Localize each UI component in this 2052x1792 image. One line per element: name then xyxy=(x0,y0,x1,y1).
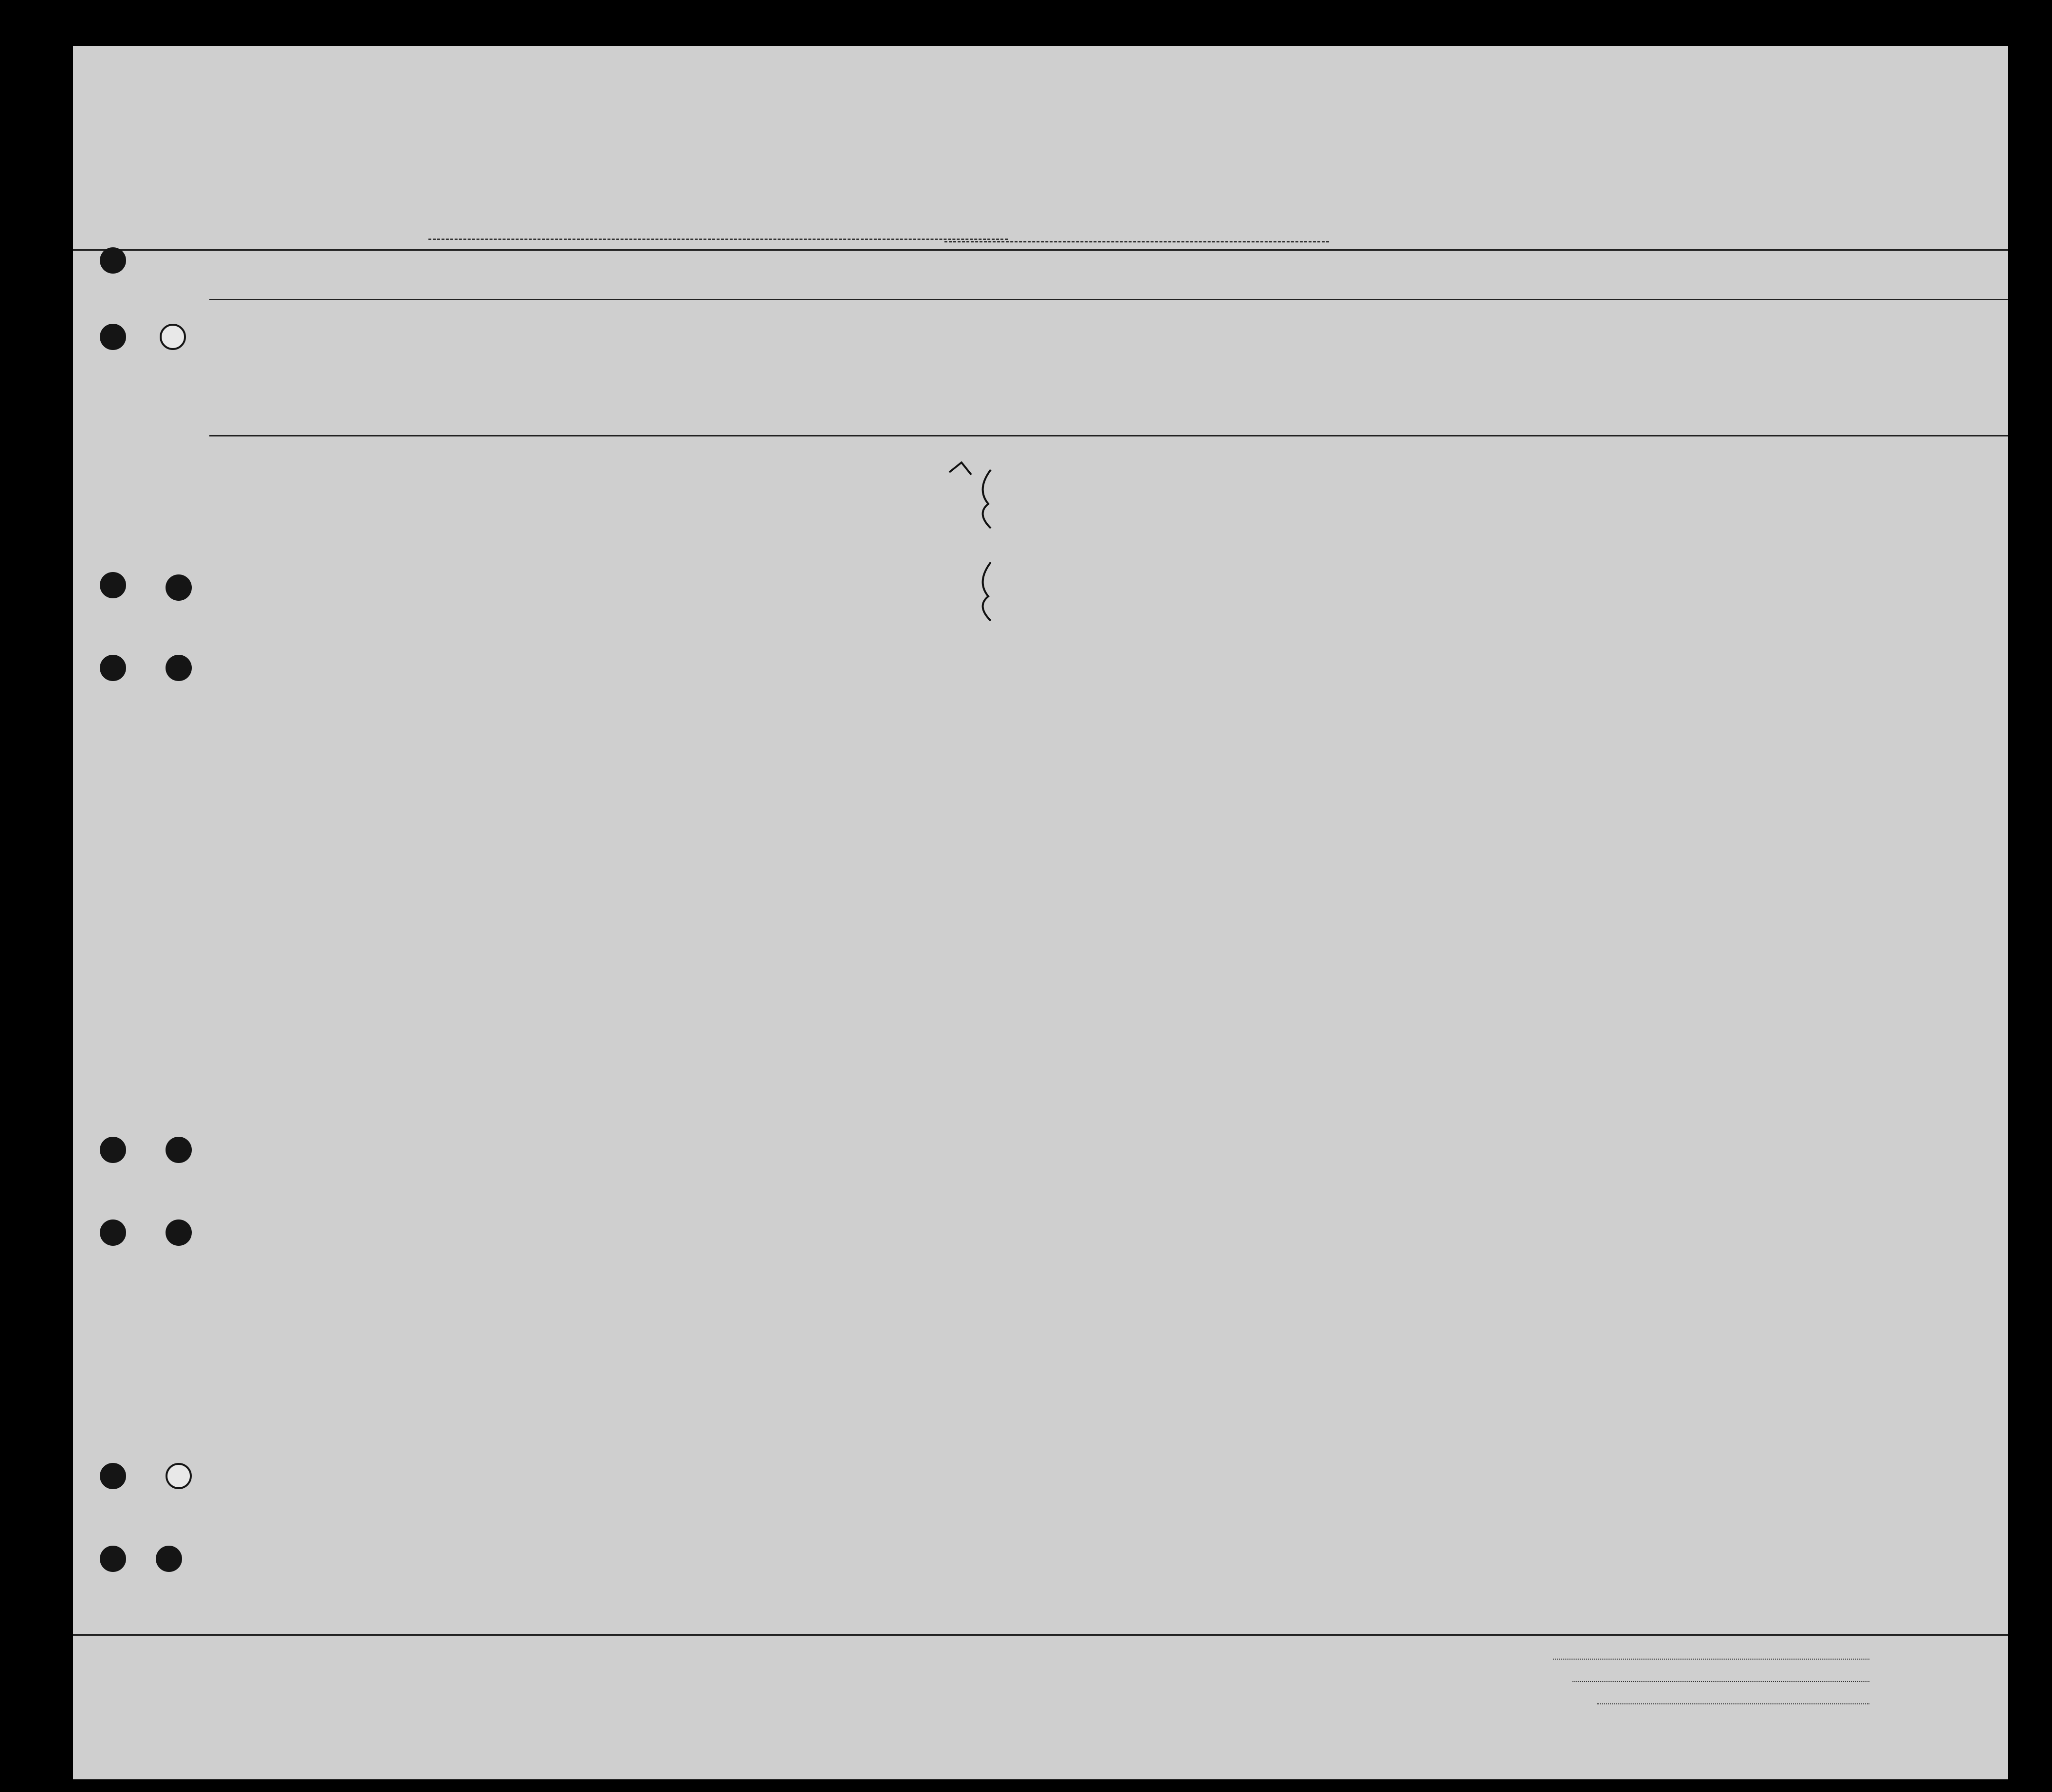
binder-hole xyxy=(100,655,126,681)
footer-line-rule xyxy=(1553,1659,1869,1660)
binder-hole xyxy=(100,247,126,274)
footer-agents-rule xyxy=(1597,1703,1869,1704)
binder-hole xyxy=(160,324,186,350)
binder-hole xyxy=(100,1546,126,1572)
binder-hole xyxy=(166,1463,192,1489)
footer-owners-rule xyxy=(1572,1681,1869,1682)
manifest-table xyxy=(73,46,2008,1779)
binder-hole xyxy=(100,1219,126,1246)
handwritten-marks xyxy=(944,460,1013,645)
binder-hole xyxy=(166,1219,192,1246)
binder-hole xyxy=(100,324,126,350)
binder-hole xyxy=(100,1463,126,1489)
binder-hole xyxy=(166,1137,192,1163)
binder-hole xyxy=(166,574,192,601)
binder-hole xyxy=(156,1546,182,1572)
manifest-sheet xyxy=(73,46,2008,1779)
binder-hole xyxy=(166,655,192,681)
binder-hole xyxy=(100,1137,126,1163)
binder-hole xyxy=(100,572,126,598)
